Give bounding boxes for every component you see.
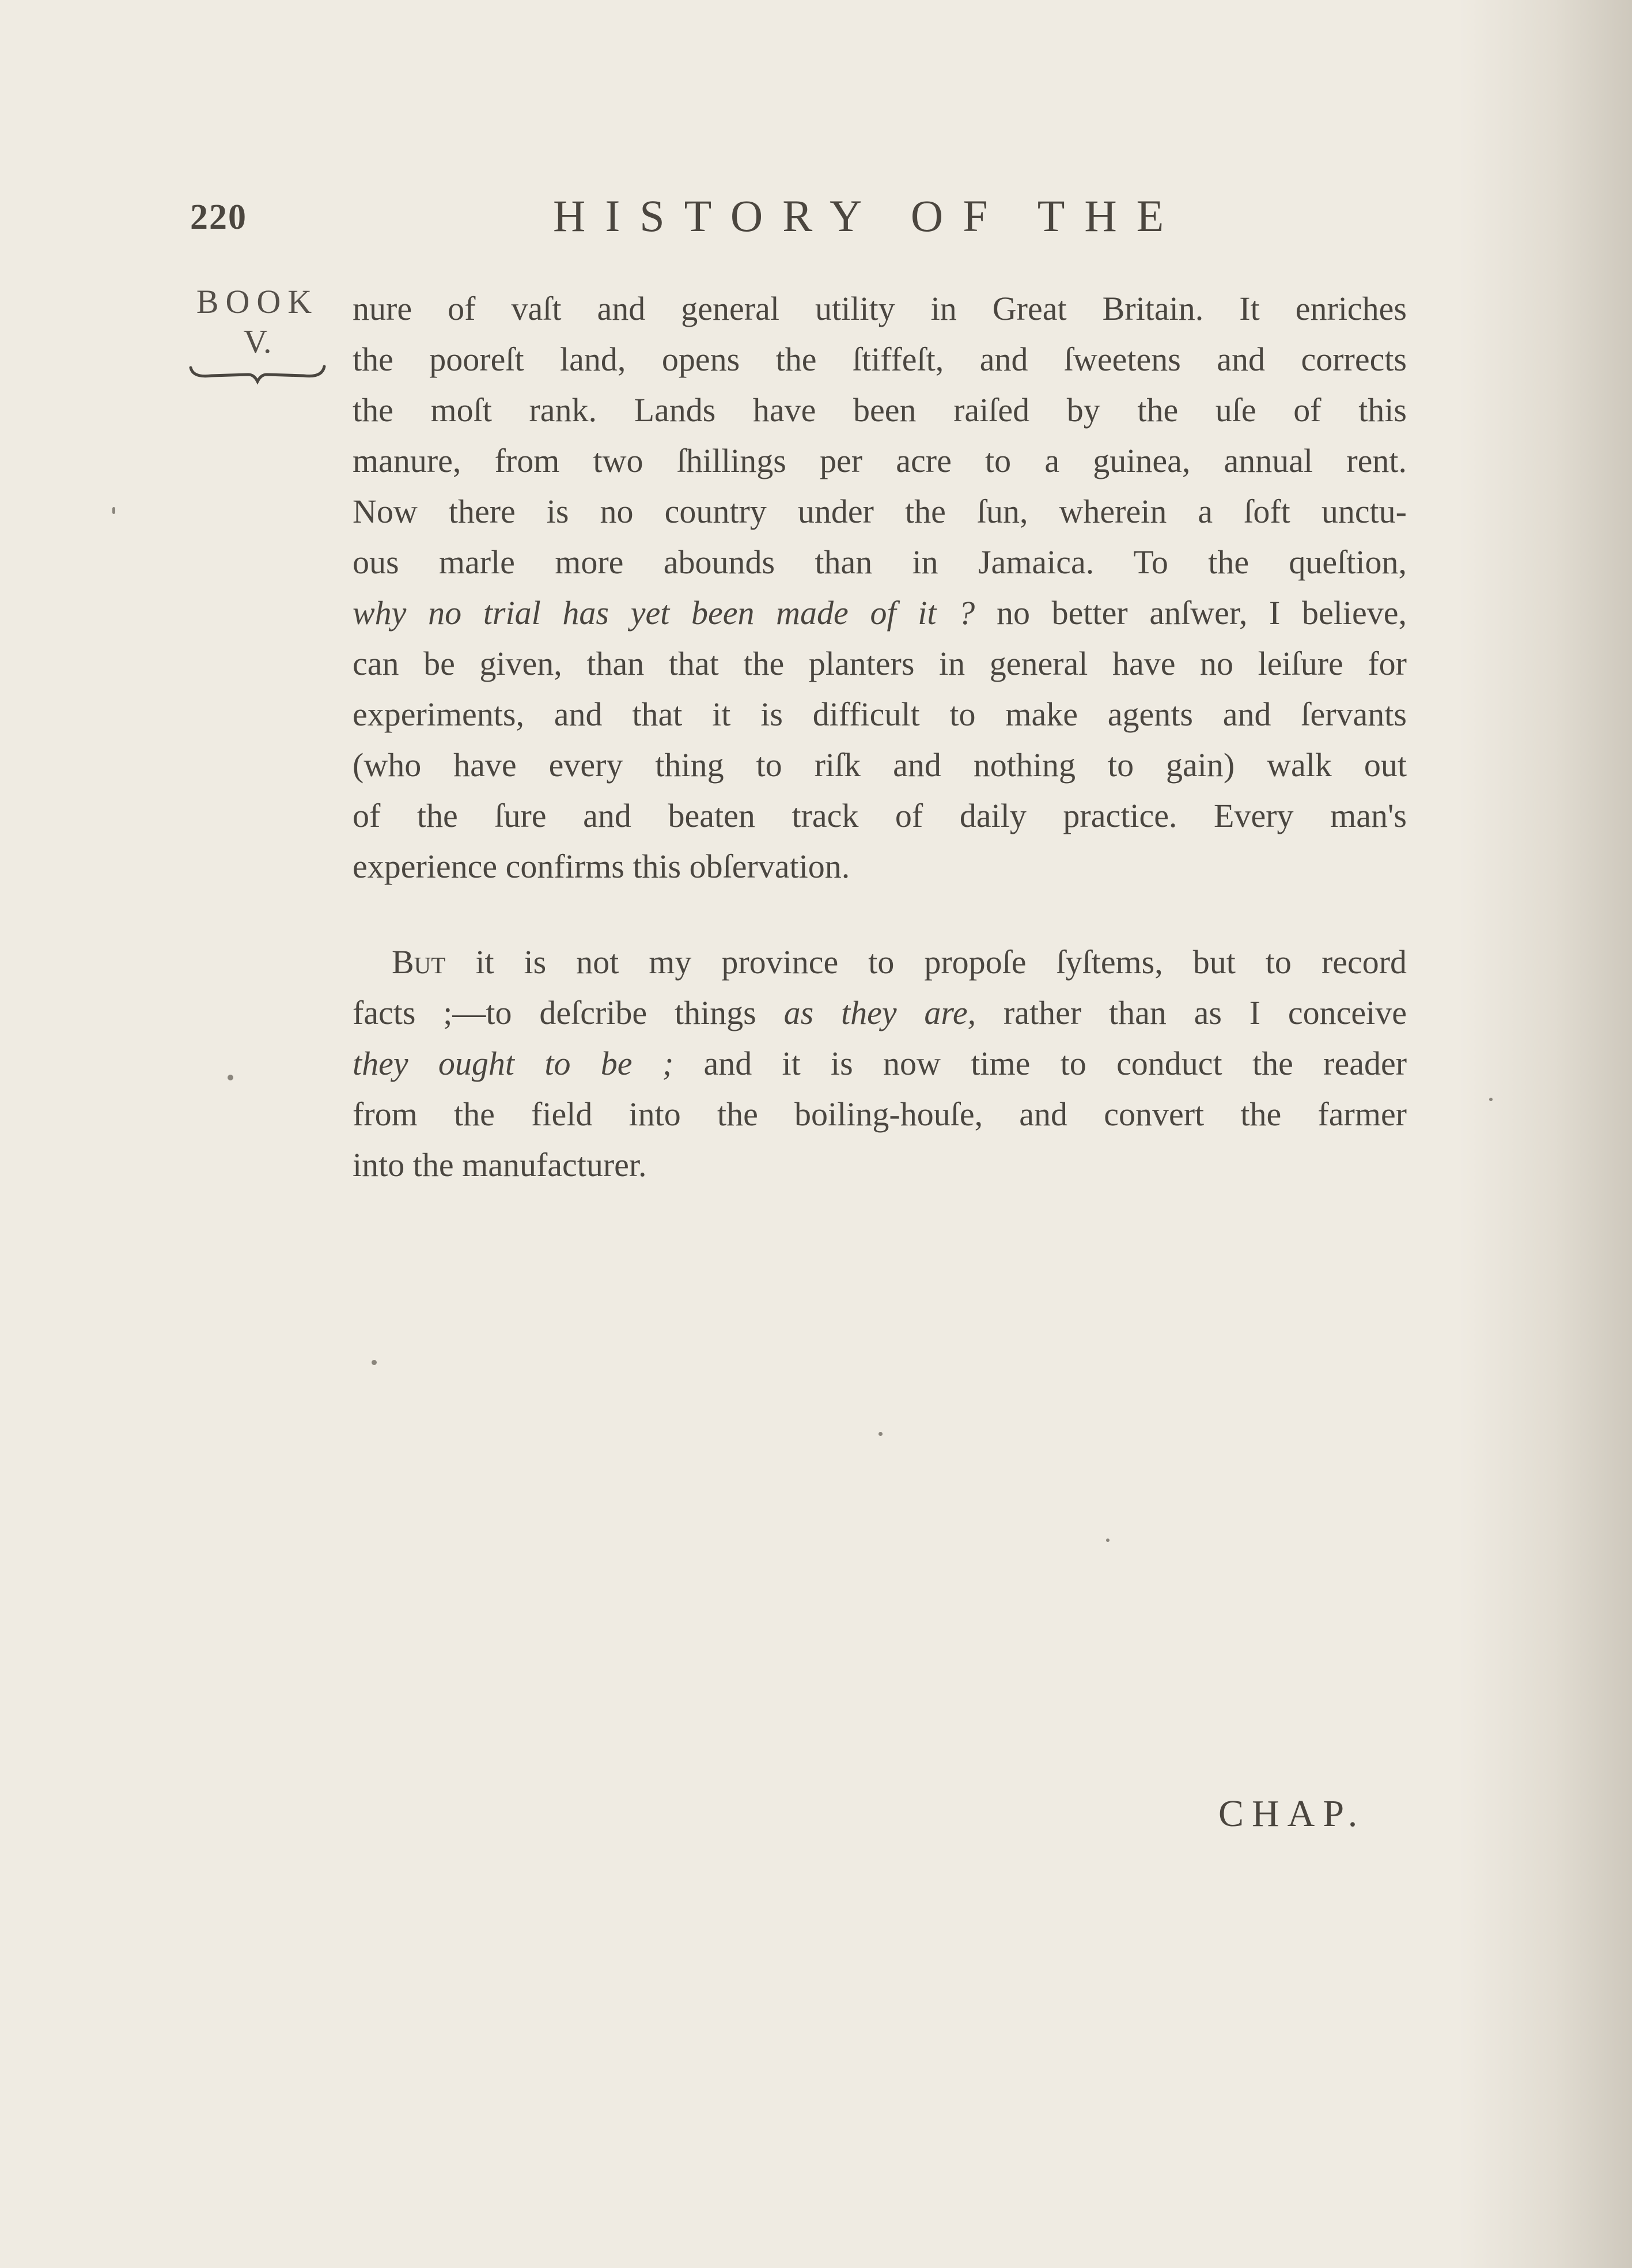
text-line-question xyxy=(353,588,1407,638)
line-text: rather than as I conceive xyxy=(1003,994,1407,1031)
text-line: the pooreſt land, opens the ſtiffeſt, and ſweetens and corrects xyxy=(353,341,1407,378)
running-head xyxy=(0,190,1632,248)
opening-word: But xyxy=(392,943,446,981)
paragraph-province xyxy=(353,937,1407,1190)
margin-book-label: BOOK xyxy=(196,283,319,320)
text-line: experiments, and that it is difficult to make agents and ſervants xyxy=(353,695,1407,733)
text-line: Now there is no country under the ſun, wherein a ſoft unctu- xyxy=(353,493,1407,530)
text-line: into the manufacturer. xyxy=(353,1146,647,1184)
text-line: from the field into the boiling-houſe, and convert the farmer xyxy=(353,1095,1407,1133)
line-text: and it is now time to conduct the reader xyxy=(703,1045,1407,1082)
paper-speck xyxy=(879,1432,883,1436)
text-line xyxy=(353,1038,1407,1089)
page-edge-shadow xyxy=(1459,0,1632,2268)
line-text: it is not my province to propoſe ſyſtems, but to record xyxy=(475,943,1407,981)
italic-phrase: as they are, xyxy=(783,994,976,1031)
running-title: HISTORY OF THE xyxy=(553,191,1184,241)
question-answer: no better anſwer, I believe, xyxy=(996,594,1407,632)
text-line: (who have every thing to riſk and nothing to gain) walk out xyxy=(353,746,1407,784)
paragraph-marle xyxy=(353,284,1407,892)
paper-speck xyxy=(372,1360,377,1365)
paper-speck xyxy=(228,1075,233,1080)
italic-phrase: they ought to be ; xyxy=(353,1045,674,1082)
text-line xyxy=(353,988,1407,1038)
text-line xyxy=(353,937,1407,988)
page-number: 220 xyxy=(190,198,247,237)
margin-brace-ornament xyxy=(188,363,327,386)
text-line: ous marle more abounds than in Jamaica. To the queſtion, xyxy=(353,543,1407,581)
margin-note xyxy=(185,281,330,386)
text-line: nure of vaſt and general utility in Great Britain. It enriches xyxy=(353,290,1407,327)
body-text xyxy=(353,284,1407,1190)
text-line: of the ſure and beaten track of daily practice. Every man's xyxy=(353,797,1407,834)
text-line: the moſt rank. Lands have been raiſed by the uſe of this xyxy=(353,391,1407,429)
text-line: can be given, than that the planters in general have no leiſure for xyxy=(353,645,1407,682)
italic-question: why no trial has yet been made of it ? xyxy=(353,594,975,632)
paper-speck xyxy=(112,507,115,514)
line-text: facts ;—to deſcribe things xyxy=(353,994,756,1031)
paper-speck xyxy=(1106,1539,1110,1542)
paper-speck xyxy=(1489,1098,1493,1101)
text-line: experience confirms this obſervation. xyxy=(353,848,850,885)
text-line: manure, from two ſhillings per acre to a guinea, annual rent. xyxy=(353,442,1407,479)
margin-volume-label: V. xyxy=(243,323,272,360)
catchword: CHAP. xyxy=(1218,1793,1366,1835)
